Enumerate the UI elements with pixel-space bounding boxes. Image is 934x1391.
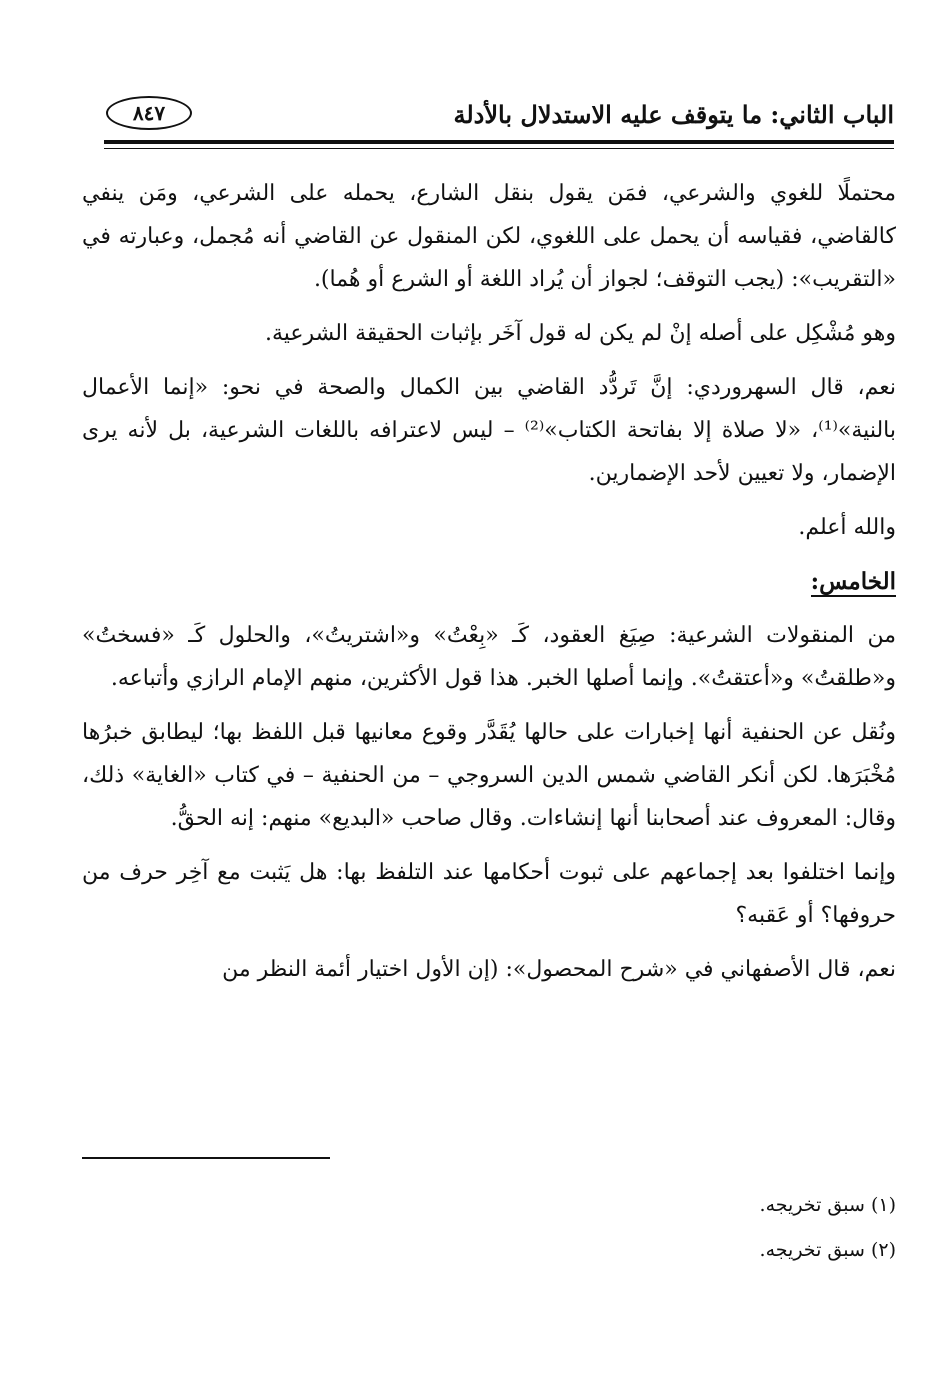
paragraph: نعم، قال الأصفهاني في «شرح المحصول»: (إن الأول اختيار أئمة النظر من (222, 957, 896, 982)
footnotes (82, 1192, 896, 1282)
header-rule-thin (104, 148, 894, 149)
paragraph: محتملًا للغوي والشرعي، فمَن يقول بنقل الشارع، يحمله على الشرعي، ومَن ينفي كالقاضي، فقياسه أن يحمل على اللغوي، لكن المنقول عن القاضي أنه مُجمل، وعبارته في «التقريب»: (يجب التوقف؛ لجواز أن يُراد اللغة أو الشرع أو هُما). (82, 181, 896, 292)
paragraph: نعم، قال السهروردي: إنَّ تَردُّد القاضي بين الكمال والصحة في نحو: «إنما الأعمال بالنية»⁽¹⁾، «لا صلاة إلا بفاتحة الكتاب»⁽²⁾ – ليس لاعترافه باللغات الشرعية، بل لأنه يرى الإضمار، ولا تعيين لأحد الإضمارين. (82, 375, 896, 486)
page-number: ٨٤٧ (106, 96, 192, 130)
paragraph: ونُقل عن الحنفية أنها إخبارات على حالها يُقَدَّر وقوع معانيها قبل اللفظ بها؛ ليطابق خبرُها مُخْبَرَها. لكن أنكر القاضي شمس الدين السروجي – من الحنفية – في كتاب «الغاية» ذلك، وقال: المعروف عند أصحابنا أنها إنشاءات. وقال صاحب «البديع» منهم: إنه الحقُّ. (82, 720, 896, 831)
section-heading (82, 560, 896, 603)
footnote: (٢) سبق تخريجه. (759, 1239, 896, 1261)
paragraph: والله أعلم. (798, 515, 896, 540)
chapter-title: الباب الثاني: ما يتوقف عليه الاستدلال بالأدلة (453, 100, 894, 129)
section-heading-text: الخامس: (810, 568, 896, 595)
footnote: (١) سبق تخريجه. (759, 1194, 896, 1216)
running-header (104, 96, 894, 140)
paragraph: وإنما اختلفوا بعد إجماعهم على ثبوت أحكامها عند التلفظ بها: هل يَثبت مع آخِر حرف من حروفها؟ أو عَقبه؟ (82, 860, 896, 928)
paragraph: وهو مُشْكِل على أصله إنْ لم يكن له قول آخَر بإثبات الحقيقة الشرعية. (264, 321, 896, 346)
main-text (82, 172, 896, 991)
footnote-separator (82, 1157, 330, 1159)
header-rule-thick (104, 140, 894, 144)
paragraph: من المنقولات الشرعية: صِيَغ العقود، كَـ «بِعْتُ» و«اشتريتُ»، والحلول كَـ «فسختُ» و«طلقتُ» و«أعتقتُ». وإنما أصلها الخبر. هذا قول الأكثرين، منهم الإمام الرازي وأتباعه. (82, 623, 896, 691)
